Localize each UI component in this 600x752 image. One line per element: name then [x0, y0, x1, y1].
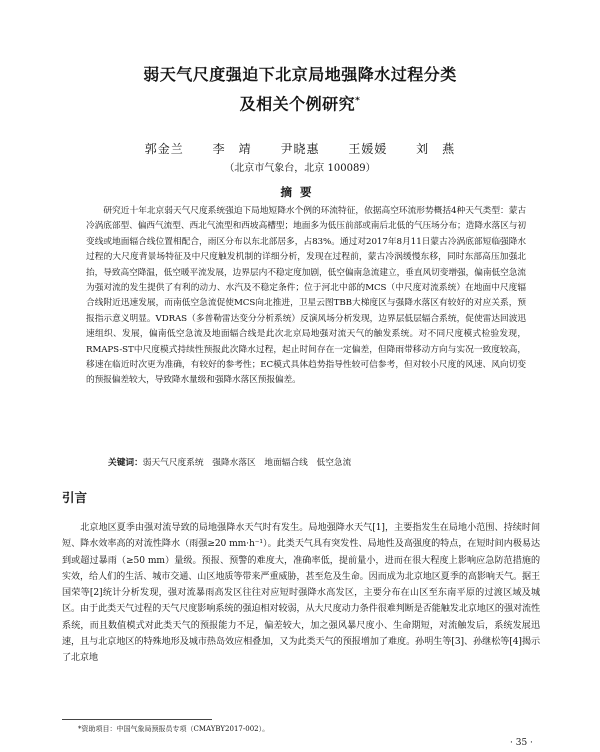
title-footnote-mark: *: [355, 96, 361, 106]
title-line-2-text: 及相关个例研究: [239, 94, 356, 114]
title-line-2: [0, 88, 600, 117]
author-name: 郭金兰: [144, 142, 184, 156]
author-name: 尹晓惠: [280, 142, 320, 156]
intro-body: 北京地区夏季由强对流导致的局地强降水天气时有发生。局地强降水天气[1]，主要指发生在局地小范围、持续时间短、降水效率高的对流性降水（雨强≥20 mm·h⁻¹）。此类天气具有突发性、局地性及高强度的特点，在短时间内极易达到或超过暴雨（≥50 mm）量级。预报、预警的难度大，准确率低，提前量小，进而在很大程度上影响应急防范措施的实效，给人们的生活、城市交通、山区地质等带来严重威胁，甚至危及生命。因而成为北京地区夏季的高影响天气。据王国荣等[2]统计分析发现，强对流暴雨高发区往往对应短时强降水高发区，主要分布在山区至东南平原的过渡区域及城区。由于此类天气过程的天气尺度影响系统的强迫相对较弱，从大尺度动力条件很难判断是否能触发北京地区的强对流性系统，而且数值模式对此类天气的预报能力不足，偏差较大，加之强风暴尺度小、生命期短，对流触发后，系统发展迅速，且与北京地区的特殊地形及城市热岛效应相叠加，又为此类天气的预报增加了难度。孙明生等[3]、孙继松等[4]揭示了北京地: [62, 523, 540, 664]
title-line-1: 弱天气尺度强迫下北京局地强降水过程分类: [143, 65, 457, 84]
affiliation: （北京市气象台，北京 100089）: [224, 163, 376, 174]
footnote-divider: [62, 719, 212, 720]
author-name: 李 靖: [212, 142, 252, 156]
abstract-body: 研究近十年北京弱天气尺度系统强迫下局地短降水个例的环流特征，依据高空环流形势概括4种天气类型：蒙古冷涡底部型、偏西气流型、西北气流型和西坡高槽型；地面多为低压前部或南后北低的气压场分布；造降水落区与初变线或地面辐合线位置相配合，雨区分布以东北部居多，占83%。通过对2017年8月11日蒙古冷涡底部短临强降水过程的大尺度背景场特征及中尺度触发机制的详细分析，发现在过程前，蒙古冷涡缓慢东移，同时东部高压加强北抬，导致高空降温，低空暖平流发展，边界层内不稳定度加剧，低空偏南急流建立，垂直风切变增强，偏南低空急流为强对流的发生提供了有利的动力、水汽及不稳定条件；位于河北中部的MCS（中尺度对流系统）在地面中尺度辐合线附近迅速发展，而南低空急流促使MCS向北推进，卫星云图TBB大梯度区与强降水落区有较好的对应关系，预报指示意义明显。VDRAS（多普勒雷达变分分析系统）反演风场分析发现，边界层低层辐合系统，促使雷达回波迅速组织、发展，偏南低空急流及地面辐合线是此次北京局地强对流天气的触发系统。对不同尺度模式检验发现，RMAPS-ST中尺度模式持续性预报此次降水过程，起止时间存在一定偏差，但降雨带移动方向与实况一致度较高，移速在临近时次更为准确，有较好的参考性；EC模式具体趋势指导性较可信参考，但对较小尺度的风速、风向切变的预报偏差较大，导致降水量级和强降水落区预报偏差。: [86, 206, 526, 386]
abstract-heading: 摘要: [280, 185, 320, 199]
keywords-text: 弱天气尺度系统 强降水落区 地面辐合线 低空急流: [142, 458, 352, 468]
keywords-line: [108, 456, 528, 468]
funding-footnote: *资助项目：中国气象局预报员专项（CMAYBY2017-002）。: [78, 725, 270, 733]
author-name: 王媛媛: [348, 142, 388, 156]
page-number: · 35 ·: [510, 738, 533, 748]
intro-heading: 引言: [62, 490, 88, 505]
author-name: 刘 燕: [416, 142, 456, 156]
paper-title: [0, 62, 600, 117]
keywords-label: 关键词：: [108, 458, 143, 468]
author-list: [0, 140, 600, 157]
